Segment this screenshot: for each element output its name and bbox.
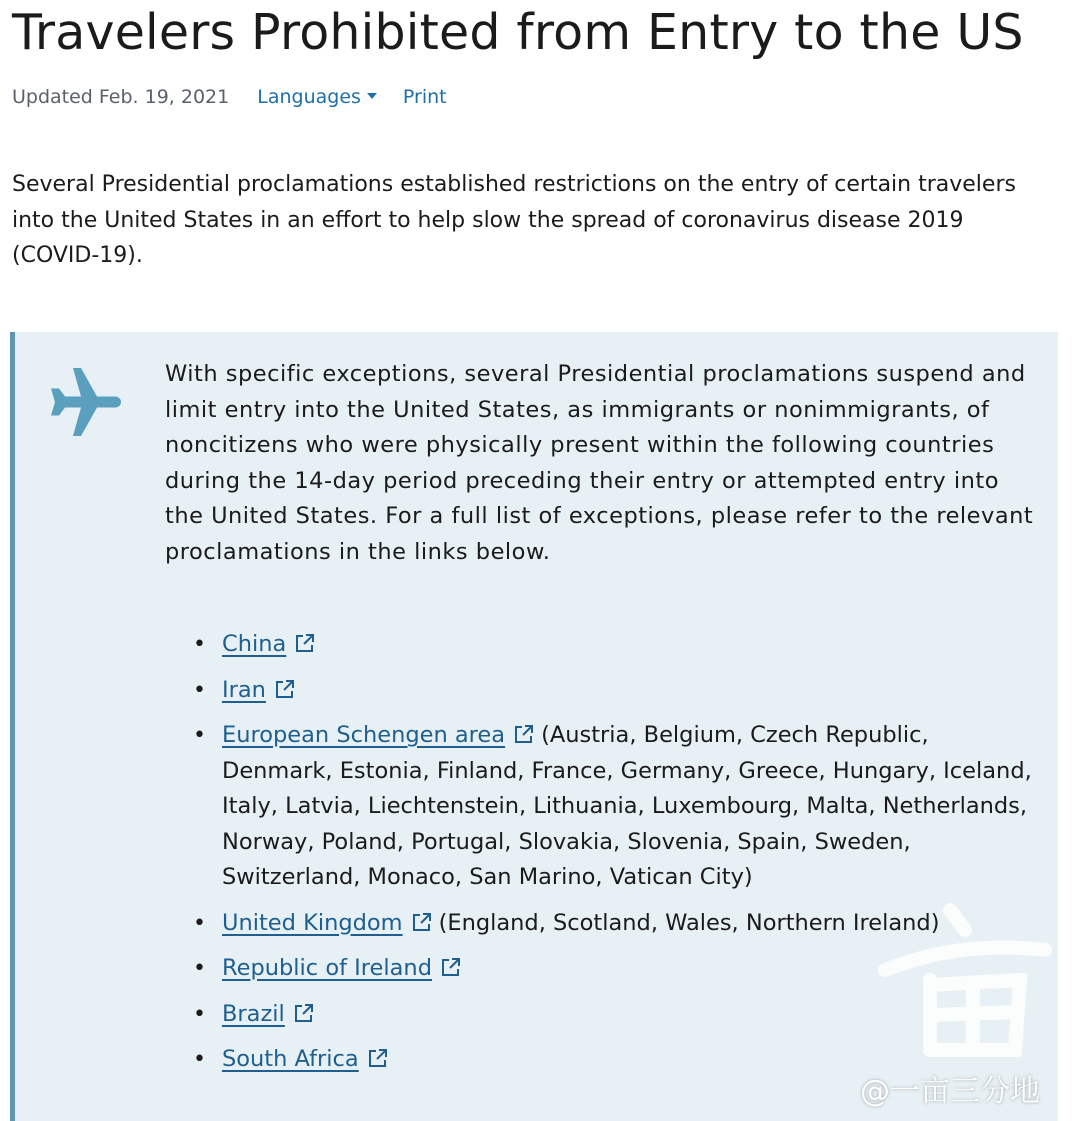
external-link-icon[interactable] [367, 1047, 389, 1069]
external-link-icon[interactable] [513, 723, 535, 745]
languages-dropdown[interactable] [257, 86, 377, 108]
bullet: • [193, 1047, 206, 1072]
external-link-icon[interactable] [274, 678, 296, 700]
bullet: • [193, 723, 206, 748]
bullet: • [193, 956, 206, 981]
list-item [193, 718, 1042, 896]
country-link-united-kingdom[interactable]: United Kingdom [222, 909, 403, 936]
page-title: Travelers Prohibited from Entry to the US [12, 4, 1024, 61]
bullet: • [193, 1001, 206, 1027]
external-link-icon[interactable] [411, 911, 433, 933]
languages-label: Languages [257, 86, 361, 108]
bullet: • [193, 677, 206, 703]
list-item [193, 627, 1042, 663]
country-link-republic-of-ireland[interactable]: Republic of Ireland [222, 955, 432, 981]
bullet: • [193, 910, 206, 936]
country-detail: (England, Scotland, Wales, Northern Ireland) [438, 909, 940, 936]
country-link-iran[interactable]: Iran [222, 676, 266, 703]
intro-paragraph: Several Presidential proclamations established restrictions on the entry of certain travelers into the United States in an effort to help slow the spread of coronavirus disease 2019 (COVID-19). [12, 172, 1016, 268]
external-link-icon[interactable] [294, 632, 316, 654]
watermark-logo-icon [870, 900, 1060, 1060]
watermark-text: @一亩三分地 [860, 1074, 1040, 1109]
bullet: • [193, 632, 206, 657]
notice-text: With specific exceptions, several Presidential proclamations suspend and limit entry into the United States, as immigrants or nonimmigrants, of noncitizens who were physically present within the following countries during the 14-day period preceding their entry or attempted entry into the United States. For a full list of exceptions, please refer to the relevant proclamations in the links below. [165, 361, 1034, 565]
country-link-brazil[interactable]: Brazil [222, 1000, 285, 1027]
airplane-icon [45, 362, 125, 442]
caret-down-icon [367, 93, 377, 99]
country-link-south-africa[interactable]: South Africa [222, 1046, 359, 1072]
country-link-schengen[interactable]: European Schengen area [222, 722, 506, 748]
country-link-china[interactable]: China [222, 631, 287, 657]
list-item [193, 673, 1042, 709]
country-detail: (Austria, Belgium, Czech Republic, Denmark, Estonia, Finland, France, Germany, Greece, Hungary, Iceland, Italy, Latvia, Liechtenstein, Lithuania, Luxembourg, Malta, Netherlands, Norway, Poland, Portugal, Slovakia, Slovenia, Spain, Sweden, Switzerland, Monaco, San Marino, Vatican City) [222, 722, 1032, 890]
page-meta [12, 86, 447, 108]
print-link[interactable]: Print [402, 86, 447, 108]
external-link-icon[interactable] [293, 1002, 315, 1024]
external-link-icon[interactable] [440, 956, 462, 978]
updated-date: Updated Feb. 19, 2021 [12, 86, 230, 108]
